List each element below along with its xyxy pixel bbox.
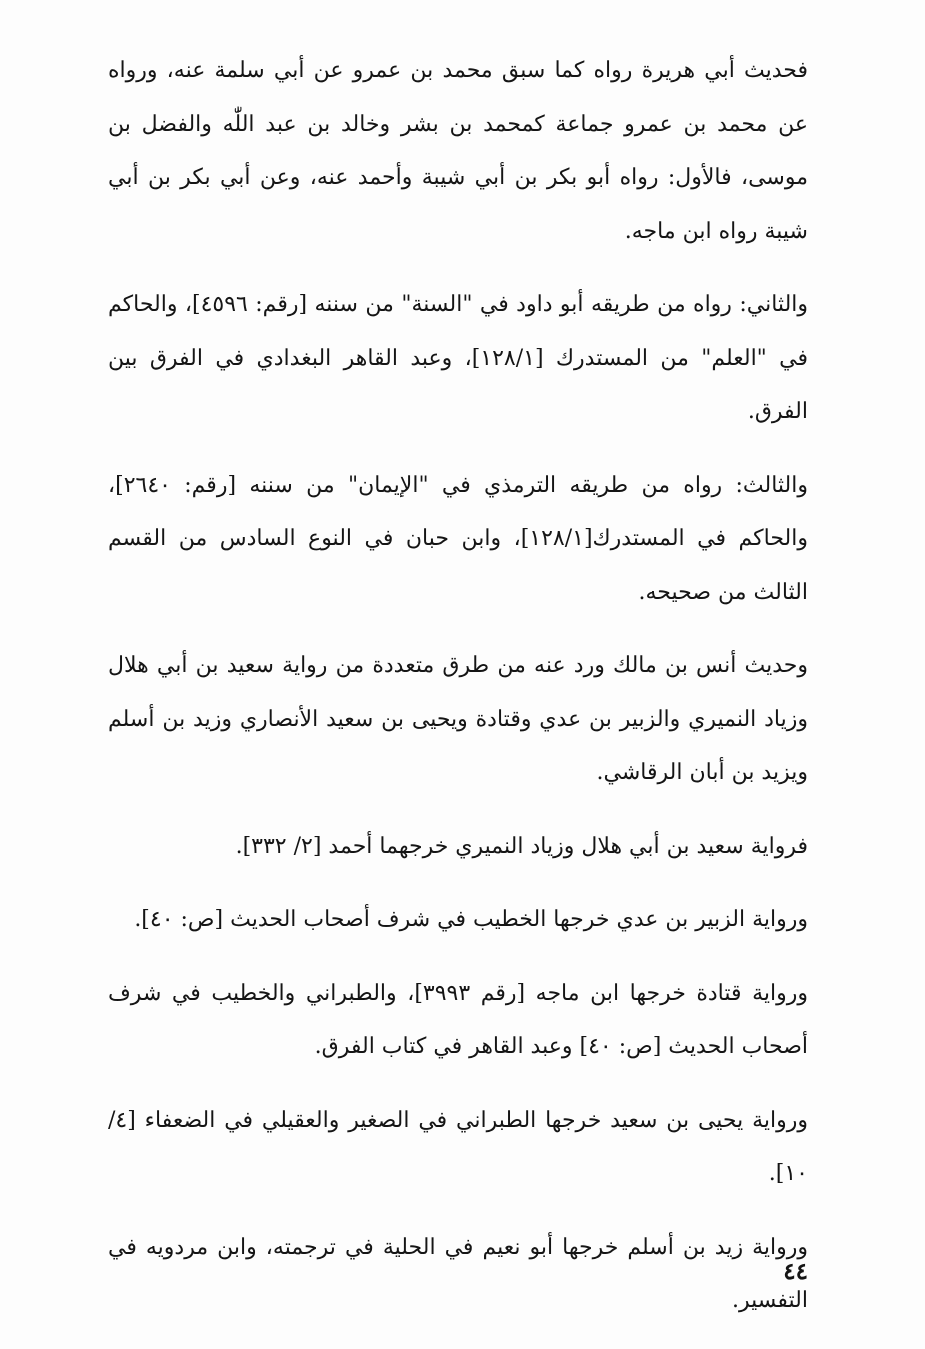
paragraph-7: ورواية قتادة خرجها ابن ماجه [رقم ٣٩٩٣]، والطبراني والخطيب في شرف أصحاب الحديث [ص: ٤٠] وعبد القاهر في كتاب الفرق. — [108, 980, 808, 1059]
paragraph-2: والثاني: رواه من طريقه أبو داود في "السنة" من سننه [رقم: ٤٥٩٦]، والحاكم في "العلم" من المستدرك [١٢٨/١]، وعبد القاهر البغدادي في الفرق بين الفرق. — [108, 292, 809, 424]
paragraph-4: وحديث أنس بن مالك ورد عنه من طرق متعددة من رواية سعيد بن أبي هلال وزياد النميري والزبير بن عدي وقتادة ويحيى بن سعيد الأنصاري وزيد بن أسلم ويزيد بن أبان الرقاشي. — [108, 653, 808, 785]
body-text — [108, 44, 808, 1348]
paragraph-3: والثالث: رواه من طريقه الترمذي في "الإيمان" من سننه [رقم: ٢٦٤٠]، والحاكم في المستدرك[١٢٨/١]، وابن حبان في النوع السادس من القسم الثالث من صحيحه. — [108, 472, 808, 605]
paragraph-9: ورواية زيد بن أسلم خرجها أبو نعيم في الحلية في ترجمته، وابن مردويه في التفسير. — [108, 1234, 808, 1313]
paragraph-5: فرواية سعيد بن أبي هلال وزياد النميري خرجهما أحمد [٢/ ٣٣٢]. — [235, 833, 808, 859]
page-number: ٤٤ — [783, 1258, 808, 1285]
paragraph-6: ورواية الزبير بن عدي خرجها الخطيب في شرف أصحاب الحديث [ص: ٤٠]. — [134, 907, 808, 932]
paragraph-1: فحديث أبي هريرة رواه كما سبق محمد بن عمرو عن أبي سلمة عنه، ورواه عن محمد بن عمرو جماعة كمحمد بن بشر وخالد بن عبد اللّٰه والفضل بن موسى، فالأول: رواه أبو بكر بن أبي شيبة وأحمد عنه، وعن أبي بكر بن أبي شيبة رواه ابن ماجه. — [108, 58, 808, 244]
paragraph-8: ورواية يحيى بن سعيد خرجها الطبراني في الصغير والعقيلي في الضعفاء [٤/ ١٠]. — [108, 1107, 808, 1186]
